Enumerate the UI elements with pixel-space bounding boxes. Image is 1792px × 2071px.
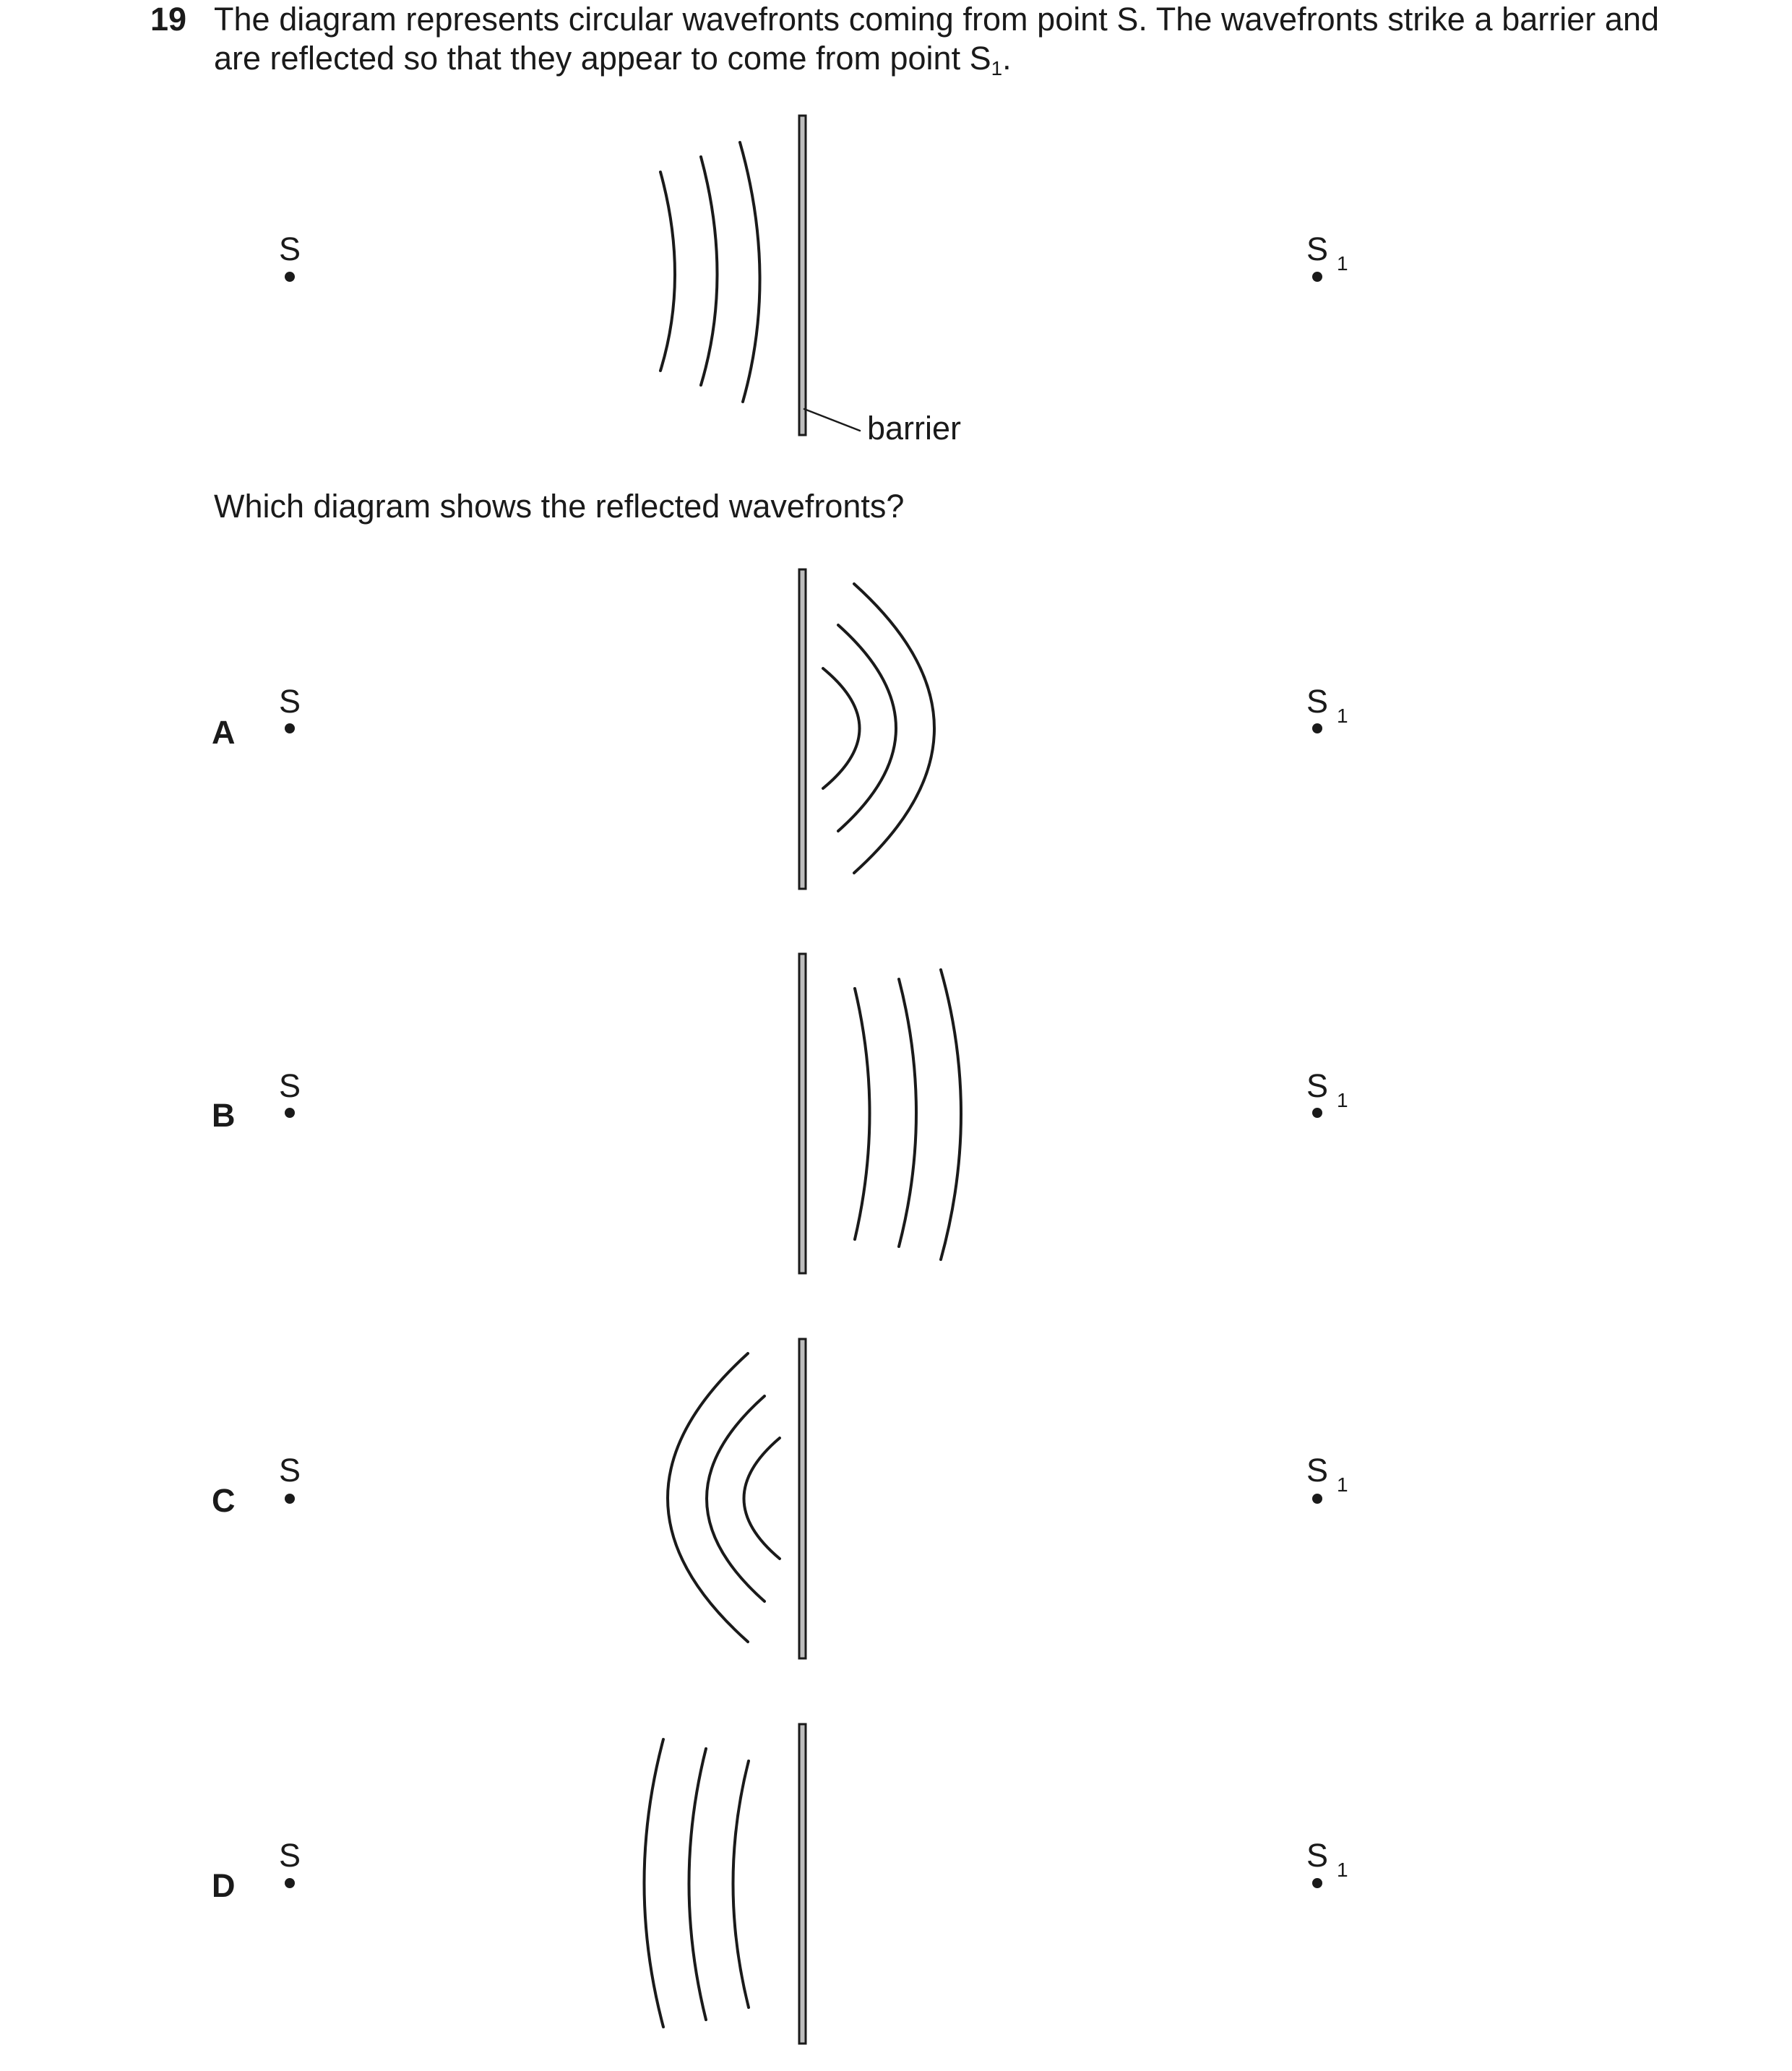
option-d-source-label: S — [278, 1837, 301, 1874]
option-a-image-label-subscript: 1 — [1337, 705, 1348, 727]
option-a-wavefront-2 — [838, 625, 896, 831]
option-a-wavefront-3 — [854, 584, 934, 873]
option-a-source-label: S — [278, 683, 301, 720]
barrier-label: barrier — [867, 410, 962, 447]
option-b-wavefront-3 — [941, 970, 961, 1260]
image-label-subscript: 1 — [1337, 252, 1348, 275]
option-d-label: D — [212, 1867, 236, 1904]
option-d-image-point — [1312, 1878, 1322, 1888]
question-text-subscript: 1 — [991, 56, 1003, 79]
option-b-source-label: S — [278, 1067, 301, 1104]
image-point — [1312, 272, 1322, 282]
option-a-label: A — [212, 714, 236, 751]
option-d-wavefront-1 — [733, 1761, 749, 2007]
option-c-wavefront-1 — [744, 1438, 780, 1559]
option-a-diagram — [279, 569, 1348, 889]
source-point — [285, 272, 295, 282]
barrier — [799, 116, 806, 435]
option-c-label: C — [212, 1482, 236, 1519]
wavefront-1 — [660, 172, 675, 371]
option-c-image-label: S — [1306, 1452, 1329, 1489]
option-a-source-point — [285, 723, 295, 733]
question-prompt: Which diagram shows the reflected wavefronts? — [214, 488, 905, 525]
option-b-image-label-subscript: 1 — [1337, 1089, 1348, 1111]
option-b-source-point — [285, 1108, 295, 1118]
option-b-image-point — [1312, 1108, 1322, 1118]
option-d-barrier — [799, 1724, 806, 2044]
question-number: 19 — [150, 1, 187, 38]
question-text-end: . — [1002, 40, 1012, 77]
option-c-source-label: S — [278, 1452, 301, 1489]
main-diagram — [279, 116, 1348, 447]
option-d-image-label-subscript: 1 — [1337, 1859, 1348, 1881]
option-c-image-label-subscript: 1 — [1337, 1473, 1348, 1496]
wavefront-2 — [701, 157, 718, 385]
option-d-image-label: S — [1306, 1837, 1329, 1874]
option-b-label: B — [212, 1097, 236, 1134]
option-c-source-point — [285, 1494, 295, 1504]
option-b-diagram — [279, 954, 1348, 1273]
option-a-barrier — [799, 569, 806, 889]
question-text-main: The diagram represents circular wavefronts coming from point S. The wavefronts strike a barrier and are reflected so that they appear to come from point S — [214, 1, 1659, 77]
option-b-wavefront-2 — [899, 979, 916, 1247]
option-b-image-label: S — [1306, 1067, 1329, 1104]
option-c-diagram — [279, 1339, 1348, 1658]
option-c-barrier — [799, 1339, 806, 1658]
image-label: S — [1306, 231, 1329, 267]
option-b-barrier — [799, 954, 806, 1273]
wavefront-3 — [740, 142, 760, 402]
barrier-leader-line — [804, 409, 860, 431]
option-d-wavefront-2 — [689, 1749, 707, 2020]
option-d-diagram — [279, 1724, 1348, 2044]
option-a-image-label: S — [1306, 683, 1329, 720]
option-b-wavefront-1 — [855, 989, 870, 1239]
option-a-wavefront-1 — [823, 668, 860, 788]
option-a-image-point — [1312, 723, 1322, 733]
option-c-wavefront-2 — [707, 1396, 764, 1601]
option-c-image-point — [1312, 1494, 1322, 1504]
option-d-source-point — [285, 1878, 295, 1888]
option-d-wavefront-3 — [645, 1739, 664, 2027]
source-label: S — [278, 231, 301, 267]
